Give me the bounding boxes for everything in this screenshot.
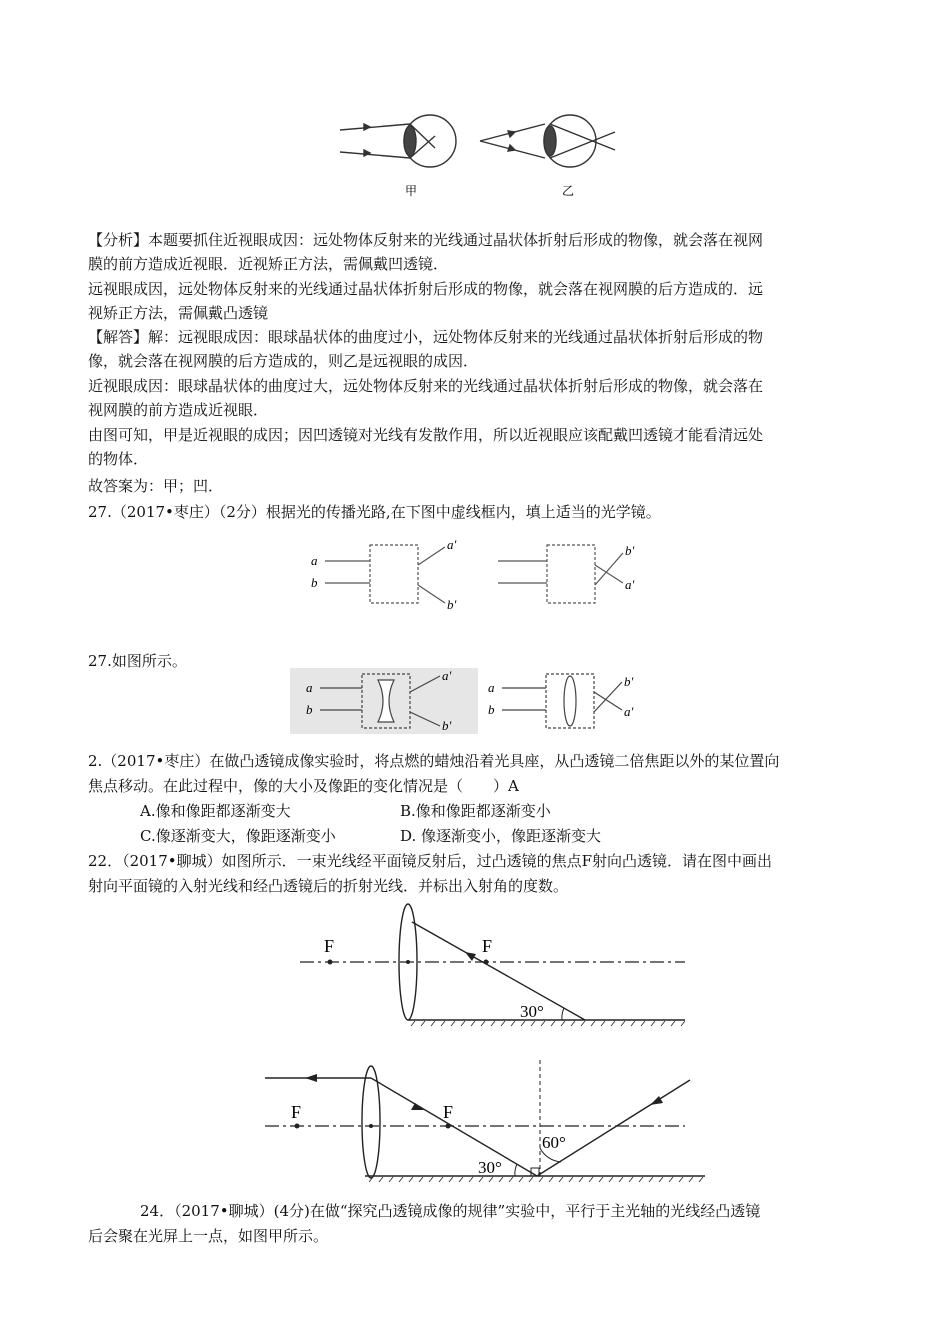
q22-line-2: 射向平面镜的入射光线和经凸透镜后的折射光线．并标出入射角的度数。	[88, 877, 569, 895]
q2-option-a: A.像和像距都逐渐变大	[140, 802, 291, 820]
q24-line-2: 后会聚在光屏上一点，如图甲所示。	[88, 1227, 329, 1245]
q2-line-2: 焦点移动。在此过程中，像的大小及像距的变化情况是（ ）A	[88, 777, 519, 795]
q22-ans-focus-left: F	[291, 1102, 302, 1122]
q2-line-1: 2.（2017•枣庄）在做凸透镜成像实验时，将点燃的蜡烛沿着光具座，从凸透镜二倍焦距以外的某位置向	[88, 752, 780, 770]
label-a-prime-2: a′	[625, 577, 635, 592]
solution-line-5: 由图可知，甲是近视眼的成因；因凹透镜对光线有发散作用，所以近视眼应该配戴凹透镜才能看清远处	[88, 426, 764, 444]
ans-label-b: b	[306, 702, 313, 717]
answer-line: 故答案为：甲；凹．	[88, 477, 224, 495]
analysis-line-2: 膜的前方造成近视眼．近视矫正方法，需佩戴凹透镜．	[88, 255, 449, 273]
label-b-prime: b′	[447, 597, 457, 612]
q22-question-figure	[300, 900, 690, 1032]
q22-answer-figure	[265, 1060, 705, 1188]
q27-answer-figure	[290, 668, 660, 738]
solution-line-4: 视网膜的前方造成近视眼．	[88, 401, 269, 419]
q22-focus-left: F	[324, 936, 335, 956]
q22-ans-angle-30: 30°	[478, 1158, 502, 1177]
ans-label-a-2: a	[488, 680, 495, 695]
ans-label-a-prime-2: a′	[624, 704, 634, 719]
ans-label-a: a	[306, 680, 313, 695]
q2-option-d: D. 像逐渐变小，像距逐渐变大	[400, 827, 602, 845]
q27-answer: 27.如图所示。	[88, 652, 187, 670]
q22-focus-right: F	[482, 936, 493, 956]
q22-ans-angle-60: 60°	[542, 1133, 566, 1152]
q22-line-1: 22．（2017•聊城）如图所示．一束光线经平面镜反射后，过凸透镜的焦点F射向凸透镜．请在图中画出	[88, 852, 773, 870]
analysis-line-3: 远视眼成因，远处物体反射来的光线通过晶状体折射后形成的物像，就会落在视网膜的后方造成的．远	[88, 280, 764, 298]
q27-question-figure	[305, 535, 665, 615]
q22-ans-focus-right: F	[443, 1102, 454, 1122]
ans-label-b-2: b	[488, 702, 495, 717]
ans-label-a-prime: a′	[442, 668, 452, 683]
q2-option-c: C.像逐渐变大，像距逐渐变小	[140, 827, 336, 845]
solution-line-3: 近视眼成因：眼球晶状体的曲度过大，远处物体反射来的光线通过晶状体折射后形成的物像，就会落在	[88, 377, 764, 395]
analysis-line-1: 【分析】本题要抓住近视眼成因：远处物体反射来的光线通过晶状体折射后形成的物像，就会落在视网	[88, 231, 764, 249]
q27-question: 27.（2017•枣庄）（2分）根据光的传播光路,在下图中虚线框内，填上适当的光学镜。	[88, 503, 661, 521]
solution-line-1: 【解答】解：远视眼成因：眼球晶状体的曲度过小，远处物体反射来的光线通过晶状体折射后形成的物	[88, 328, 764, 346]
label-b: b	[311, 575, 318, 590]
label-b-prime-2: b′	[625, 543, 635, 558]
q24-line-1: 24．（2017•聊城）(4分)在做“探究凸透镜成像的规律”实验中，平行于主光轴的光线经凸透镜	[140, 1202, 761, 1220]
q2-option-b: B.像和像距都逐渐变小	[400, 802, 551, 820]
label-a-prime: a′	[447, 537, 457, 552]
eye-diagram-figure	[330, 100, 630, 210]
analysis-line-4: 视矫正方法，需佩戴凸透镜	[88, 304, 269, 322]
label-jia: 甲	[405, 184, 418, 198]
label-yi: 乙	[562, 184, 575, 198]
solution-line-6: 的物体．	[88, 450, 149, 468]
solution-line-2: 像，就会落在视网膜的后方造成的，则乙是远视眼的成因．	[88, 352, 479, 370]
q22-angle-30: 30°	[520, 1002, 544, 1021]
ans-label-b-prime-2: b′	[624, 674, 634, 689]
ans-label-b-prime: b′	[442, 718, 452, 733]
label-a: a	[311, 553, 318, 568]
